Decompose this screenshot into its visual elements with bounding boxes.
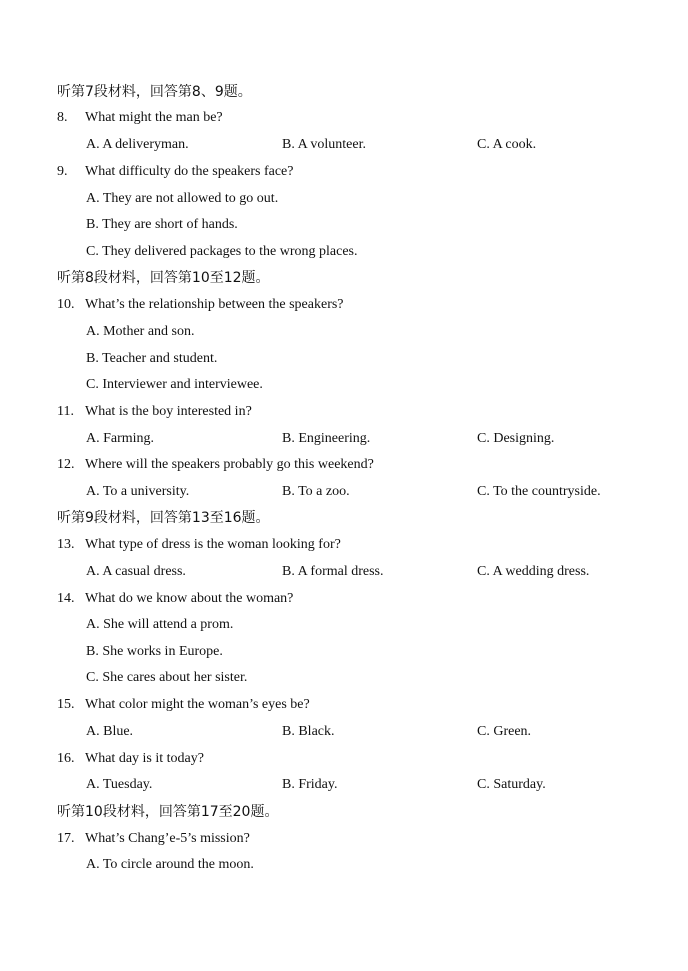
question-number: 14.	[57, 591, 75, 606]
question	[57, 108, 688, 128]
option-b: B. A volunteer.	[282, 137, 366, 152]
question	[57, 829, 688, 849]
option-row	[0, 855, 688, 875]
question-number: 12.	[57, 457, 75, 472]
option-a: A. To a university.	[86, 484, 190, 499]
question	[57, 295, 688, 315]
option-b: B. Teacher and student.	[86, 351, 218, 366]
question-text: Where will the speakers probably go this weekend?	[85, 457, 374, 472]
option-row	[0, 642, 688, 662]
option-a: A. To circle around the moon.	[86, 857, 254, 872]
option-a: A. They are not allowed to go out.	[86, 191, 279, 206]
section-heading: 听第7段材料，回答第8、9题。	[57, 84, 252, 100]
option-a: A. Farming.	[86, 431, 155, 446]
option-c: C. She cares about her sister.	[86, 670, 248, 685]
option-b: B. Friday.	[282, 777, 338, 792]
option-b: B. Engineering.	[282, 431, 371, 446]
question-text: What do we know about the woman?	[85, 591, 294, 606]
option-row	[0, 615, 688, 635]
question-text: What type of dress is the woman looking for?	[85, 537, 341, 552]
options-row	[0, 482, 688, 502]
options-row	[0, 722, 688, 742]
option-a: A. Tuesday.	[86, 777, 153, 792]
question-text: What might the man be?	[85, 110, 223, 125]
question-text: What day is it today?	[85, 751, 204, 766]
options-row	[0, 562, 688, 582]
question	[57, 162, 688, 182]
options-row	[0, 429, 688, 449]
question-text: What’s Chang’e-5’s mission?	[85, 831, 250, 846]
option-b: B. She works in Europe.	[86, 644, 223, 659]
options-row	[0, 775, 688, 795]
question-number: 17.	[57, 831, 75, 846]
section-heading: 听第10段材料，回答第17至20题。	[57, 804, 279, 820]
question-number: 16.	[57, 751, 75, 766]
question	[57, 402, 688, 422]
question	[57, 589, 688, 609]
question-text: What’s the relationship between the speakers?	[85, 297, 344, 312]
question	[57, 535, 688, 555]
option-a: A. Mother and son.	[86, 324, 195, 339]
question-number: 8.	[57, 110, 68, 125]
option-b: B. To a zoo.	[282, 484, 350, 499]
section-heading: 听第8段材料，回答第10至12题。	[57, 270, 270, 286]
option-row	[0, 242, 688, 262]
question-number: 15.	[57, 697, 75, 712]
option-c: C. Saturday.	[477, 777, 546, 792]
option-a: A. She will attend a prom.	[86, 617, 234, 632]
question	[57, 455, 688, 475]
option-row	[0, 375, 688, 395]
option-a: A. A deliveryman.	[86, 137, 189, 152]
question-text: What difficulty do the speakers face?	[85, 164, 294, 179]
options-row	[0, 135, 688, 155]
option-a: A. A casual dress.	[86, 564, 186, 579]
option-row	[0, 189, 688, 209]
question-number: 10.	[57, 297, 75, 312]
question	[57, 695, 688, 715]
option-b: B. A formal dress.	[282, 564, 384, 579]
option-b: B. They are short of hands.	[86, 217, 238, 232]
question-text: What color might the woman’s eyes be?	[85, 697, 310, 712]
question-number: 11.	[57, 404, 74, 419]
question-text: What is the boy interested in?	[85, 404, 252, 419]
option-c: C. A wedding dress.	[477, 564, 590, 579]
option-c: C. Interviewer and interviewee.	[86, 377, 263, 392]
question-number: 9.	[57, 164, 68, 179]
option-row	[0, 215, 688, 235]
option-c: C. Green.	[477, 724, 532, 739]
section-heading: 听第9段材料，回答第13至16题。	[57, 510, 270, 526]
question	[57, 749, 688, 769]
option-c: C. A cook.	[477, 137, 537, 152]
option-row	[0, 349, 688, 369]
question-number: 13.	[57, 537, 75, 552]
option-c: C. To the countryside.	[477, 484, 601, 499]
option-a: A. Blue.	[86, 724, 134, 739]
option-b: B. Black.	[282, 724, 335, 739]
option-row	[0, 668, 688, 688]
option-row	[0, 322, 688, 342]
option-c: C. They delivered packages to the wrong places.	[86, 244, 358, 259]
option-c: C. Designing.	[477, 431, 555, 446]
